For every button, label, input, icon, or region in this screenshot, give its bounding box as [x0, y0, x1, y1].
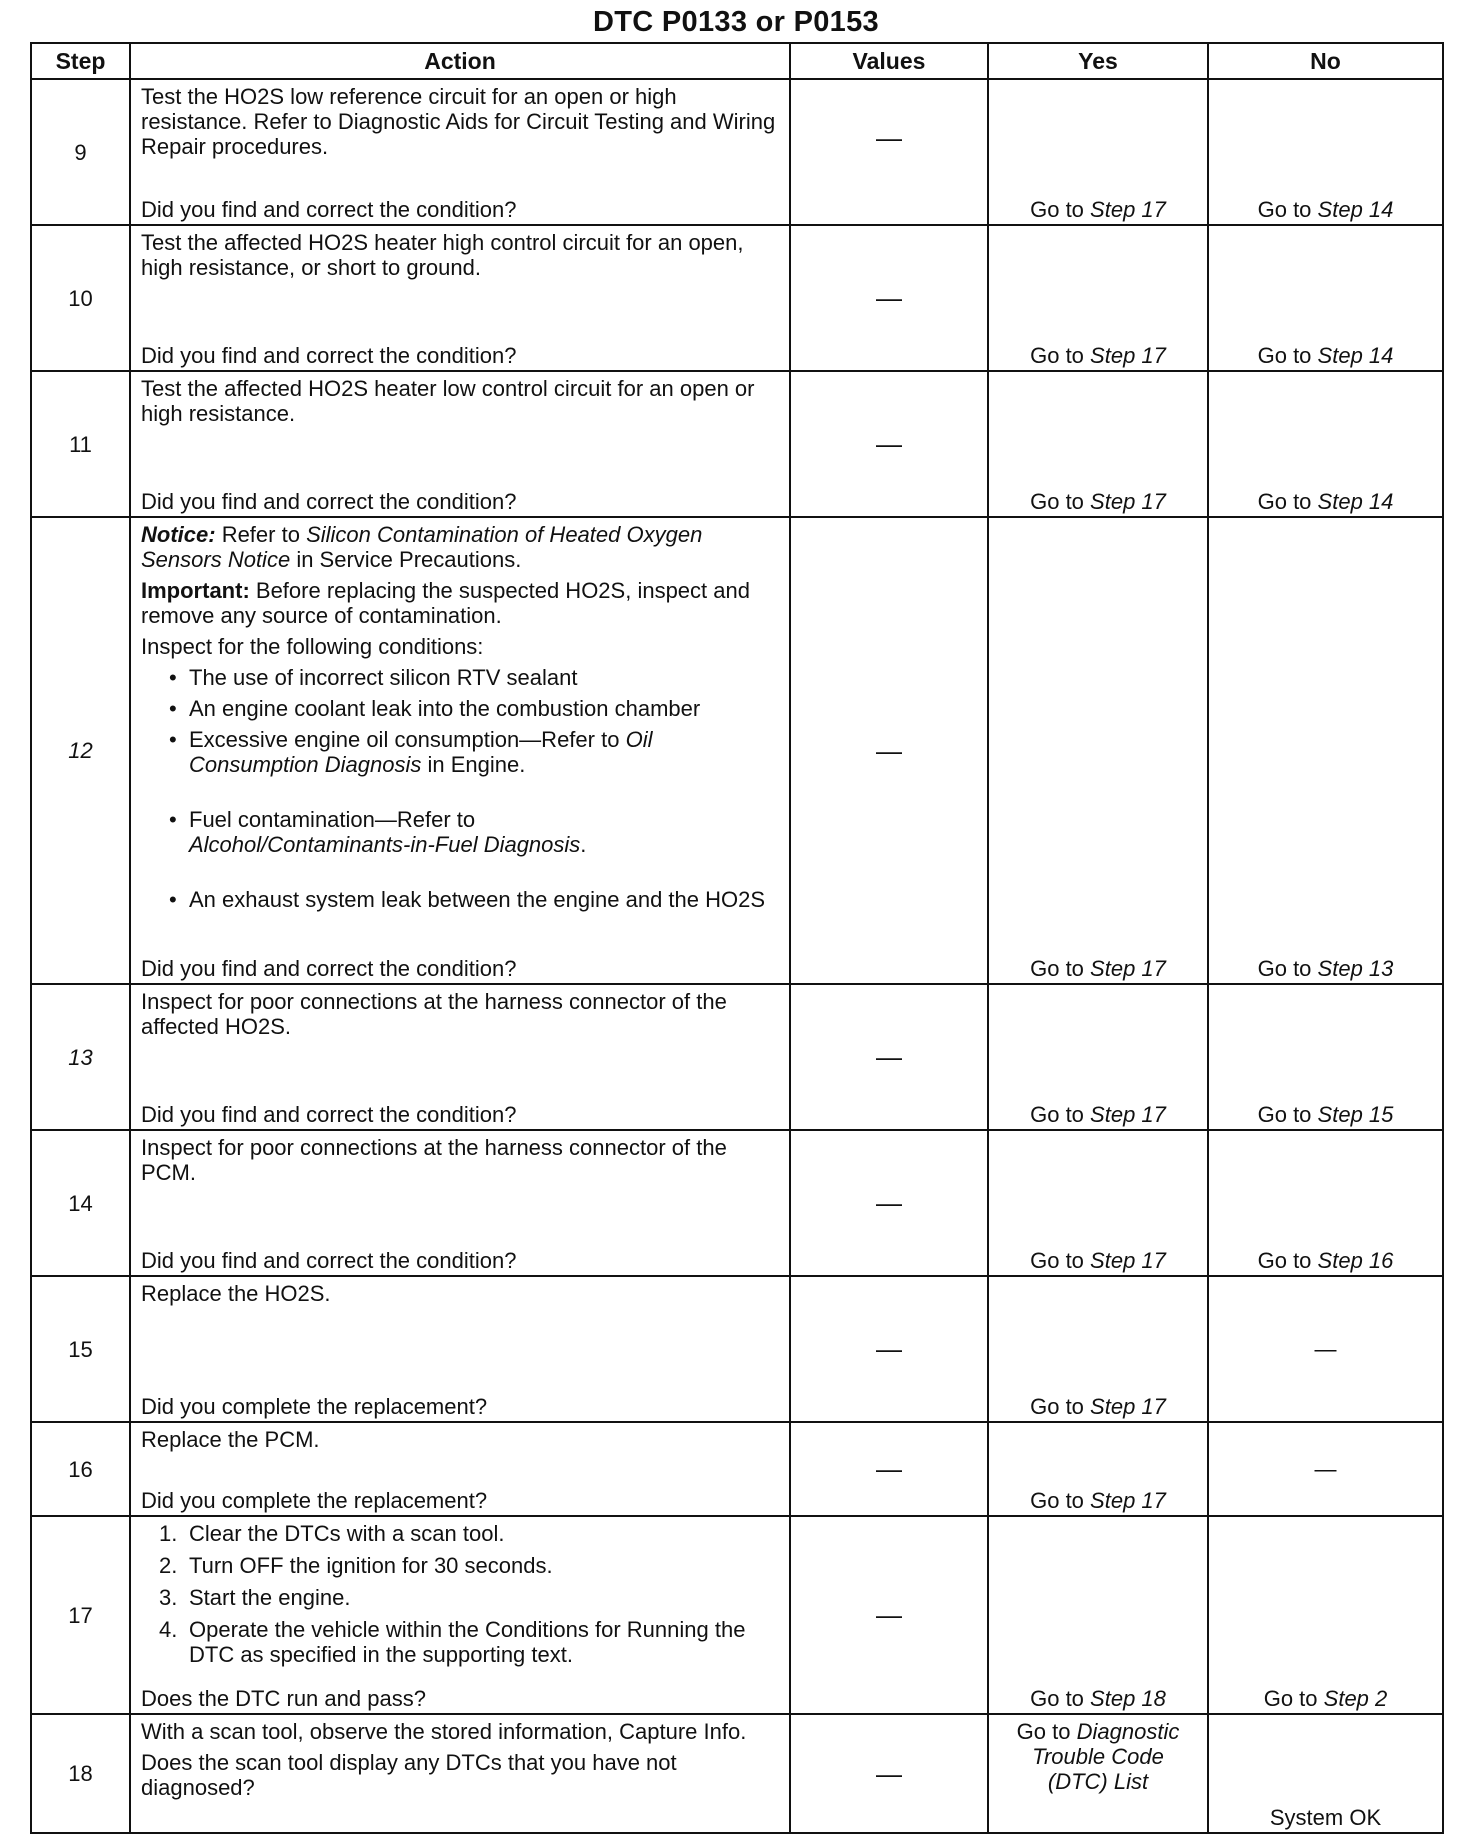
list-item: • An exhaust system leak between the engine and the HO2S — [189, 887, 779, 912]
no-goto[interactable]: Go to Step 2 — [1263, 1686, 1388, 1711]
list-item: 1. Clear the DTCs with a scan tool. — [159, 1521, 505, 1546]
action-cell — [130, 1422, 790, 1516]
action-text: Test the HO2S low reference circuit for an open or high resistance. Refer to Diagnostic Aids for Circuit Testing and Wiring Repair procedures. — [141, 84, 776, 159]
values-cell — [790, 79, 988, 225]
no-cell — [1208, 1130, 1443, 1276]
no-cell — [1208, 1714, 1443, 1833]
step-number: 13 — [31, 984, 130, 1130]
table-row — [31, 371, 1443, 517]
list-item: • Excessive engine oil consumption—Refer to Oil Consumption Diagnosis in Engine. — [189, 727, 779, 777]
yes-goto[interactable]: Go to Step 17 — [1030, 1488, 1166, 1513]
action-text: With a scan tool, observe the stored information, Capture Info. — [141, 1719, 747, 1744]
values-cell — [790, 1516, 988, 1714]
oil-consumption-reference[interactable]: Oil Consumption Diagnosis — [189, 727, 653, 777]
yes-cell — [988, 517, 1208, 984]
values-cell — [790, 1422, 988, 1516]
action-cell — [130, 1516, 790, 1714]
values-cell — [790, 984, 988, 1130]
inspect-intro: Inspect for the following conditions: — [141, 634, 484, 659]
no-cell — [1208, 225, 1443, 371]
action-text: Replace the HO2S. — [141, 1281, 331, 1306]
values-cell — [790, 1276, 988, 1422]
step-number: 15 — [31, 1276, 130, 1422]
notice-label: Notice: — [141, 522, 216, 547]
list-item: • An engine coolant leak into the combustion chamber — [189, 696, 779, 721]
no-goto[interactable]: Go to Step 13 — [1257, 956, 1394, 981]
action-text: Replace the PCM. — [141, 1427, 320, 1452]
page-title: DTC P0133 or P0153 — [593, 6, 879, 38]
table-row — [31, 984, 1443, 1130]
list-item: • The use of incorrect silicon RTV sealant — [189, 665, 779, 690]
system-ok-text: System OK — [1269, 1805, 1382, 1830]
values-cell — [790, 1130, 988, 1276]
action-cell — [130, 79, 790, 225]
yes-goto[interactable]: Go to Step 17 — [1030, 197, 1166, 222]
values-cell — [790, 1714, 988, 1833]
step-number: 10 — [31, 225, 130, 371]
action-text: Inspect for poor connections at the harness connector of the PCM. — [141, 1135, 727, 1185]
yes-cell — [988, 984, 1208, 1130]
header-row — [31, 43, 1443, 79]
important-label: Important: — [141, 578, 250, 603]
step-number: 9 — [31, 79, 130, 225]
step-number: 11 — [31, 371, 130, 517]
header-values: Values — [790, 43, 988, 79]
no-cell — [1208, 79, 1443, 225]
list-item: 2. Turn OFF the ignition for 30 seconds. — [159, 1553, 553, 1578]
values-cell — [790, 371, 988, 517]
yes-cell — [988, 1714, 1208, 1833]
yes-cell — [988, 1516, 1208, 1714]
action-question: Did you find and correct the condition? — [141, 343, 517, 368]
list-item: • Fuel contamination—Refer to Alcohol/Contaminants-in-Fuel Diagnosis. — [189, 807, 779, 857]
table-row — [31, 1276, 1443, 1422]
no-dash: — — [1314, 1336, 1337, 1362]
action-question: Did you find and correct the condition? — [141, 197, 517, 222]
values-dash: — — [876, 1333, 902, 1364]
yes-goto[interactable]: Go to Step 17 — [1030, 956, 1166, 981]
diagnostic-table — [30, 42, 1444, 1834]
table-row — [31, 79, 1443, 225]
values-dash: — — [876, 1041, 902, 1072]
yes-goto[interactable]: Go to Step 17 — [1030, 1394, 1166, 1419]
no-goto[interactable]: Go to Step 16 — [1257, 1248, 1394, 1273]
no-goto[interactable]: Go to Step 14 — [1257, 343, 1394, 368]
action-cell — [130, 517, 790, 984]
step-number: 18 — [31, 1714, 130, 1833]
fuel-diagnosis-reference[interactable]: Alcohol/Contaminants-in-Fuel Diagnosis — [189, 832, 581, 857]
action-text: Test the affected HO2S heater low control circuit for an open or high resistance. — [141, 376, 755, 426]
action-cell — [130, 371, 790, 517]
yes-goto[interactable]: Go to Diagnostic Trouble Code (DTC) List — [1016, 1719, 1180, 1794]
table-row — [31, 517, 1443, 984]
action-question: Did you complete the replacement? — [141, 1394, 488, 1419]
yes-goto[interactable]: Go to Step 17 — [1030, 343, 1166, 368]
header-no: No — [1208, 43, 1443, 79]
header-action: Action — [130, 43, 790, 79]
notice-reference[interactable]: Silicon Contamination of Heated Oxygen Sensors Notice — [141, 522, 703, 572]
no-cell — [1208, 1276, 1443, 1422]
table-row — [31, 1422, 1443, 1516]
header-step: Step — [31, 43, 130, 79]
values-dash: — — [876, 1453, 902, 1484]
action-cell — [130, 1276, 790, 1422]
action-cell — [130, 225, 790, 371]
yes-goto[interactable]: Go to Step 18 — [1030, 1686, 1166, 1711]
step-number: 14 — [31, 1130, 130, 1276]
yes-cell — [988, 371, 1208, 517]
action-question: Did you complete the replacement? — [141, 1488, 488, 1513]
no-cell — [1208, 1422, 1443, 1516]
yes-cell — [988, 1276, 1208, 1422]
no-cell — [1208, 371, 1443, 517]
values-dash: — — [876, 282, 902, 313]
yes-cell — [988, 225, 1208, 371]
yes-goto[interactable]: Go to Step 17 — [1030, 489, 1166, 514]
notice-paragraph: Notice: Refer to Silicon Contamination of Heated Oxygen Sensors Notice in Service Precautions. — [141, 522, 703, 572]
action-question: Did you find and correct the condition? — [141, 956, 517, 981]
table-row — [31, 1714, 1443, 1833]
yes-goto[interactable]: Go to Step 17 — [1030, 1102, 1166, 1127]
step-number: 17 — [31, 1516, 130, 1714]
action-text: Test the affected HO2S heater high control circuit for an open, high resistance, or short to ground. — [141, 230, 744, 280]
action-text: Inspect for poor connections at the harness connector of the affected HO2S. — [141, 989, 727, 1039]
list-item: 3. Start the engine. — [159, 1585, 351, 1610]
values-dash: — — [876, 1758, 902, 1788]
action-question: Does the scan tool display any DTCs that you have not diagnosed? — [141, 1750, 677, 1800]
no-goto[interactable]: Go to Step 15 — [1257, 1102, 1394, 1127]
action-cell — [130, 984, 790, 1130]
header-yes: Yes — [988, 43, 1208, 79]
yes-cell — [988, 1130, 1208, 1276]
action-question: Did you find and correct the condition? — [141, 489, 517, 514]
yes-cell — [988, 1422, 1208, 1516]
values-dash: — — [876, 122, 902, 153]
action-cell — [130, 1714, 790, 1833]
yes-goto[interactable]: Go to Step 17 — [1030, 1248, 1166, 1273]
important-paragraph: Important: Before replacing the suspected HO2S, inspect and remove any source of contamination. — [141, 578, 750, 628]
no-dash: — — [1314, 1456, 1337, 1482]
list-item: 4. Operate the vehicle within the Conditions for Running the DTC as specified in the supporting text. — [159, 1617, 746, 1667]
condition-list — [141, 665, 779, 912]
action-question: Did you find and correct the condition? — [141, 1102, 517, 1127]
values-dash: — — [876, 428, 902, 459]
values-cell — [790, 225, 988, 371]
yes-cell — [988, 79, 1208, 225]
no-goto[interactable]: Go to Step 14 — [1257, 489, 1394, 514]
step-number: 16 — [31, 1422, 130, 1516]
values-dash: — — [876, 1599, 902, 1630]
no-cell — [1208, 984, 1443, 1130]
action-question: Did you find and correct the condition? — [141, 1248, 517, 1273]
table-row — [31, 1516, 1443, 1714]
table-row — [31, 225, 1443, 371]
values-dash: — — [876, 735, 902, 765]
no-cell — [1208, 517, 1443, 984]
action-cell — [130, 1130, 790, 1276]
action-question: Does the DTC run and pass? — [141, 1686, 426, 1711]
step-number: 12 — [31, 517, 130, 984]
values-dash: — — [876, 1187, 902, 1218]
values-cell — [790, 517, 988, 984]
no-goto[interactable]: Go to Step 14 — [1257, 197, 1394, 222]
procedure-list — [141, 1521, 779, 1667]
table-row — [31, 1130, 1443, 1276]
no-cell — [1208, 1516, 1443, 1714]
